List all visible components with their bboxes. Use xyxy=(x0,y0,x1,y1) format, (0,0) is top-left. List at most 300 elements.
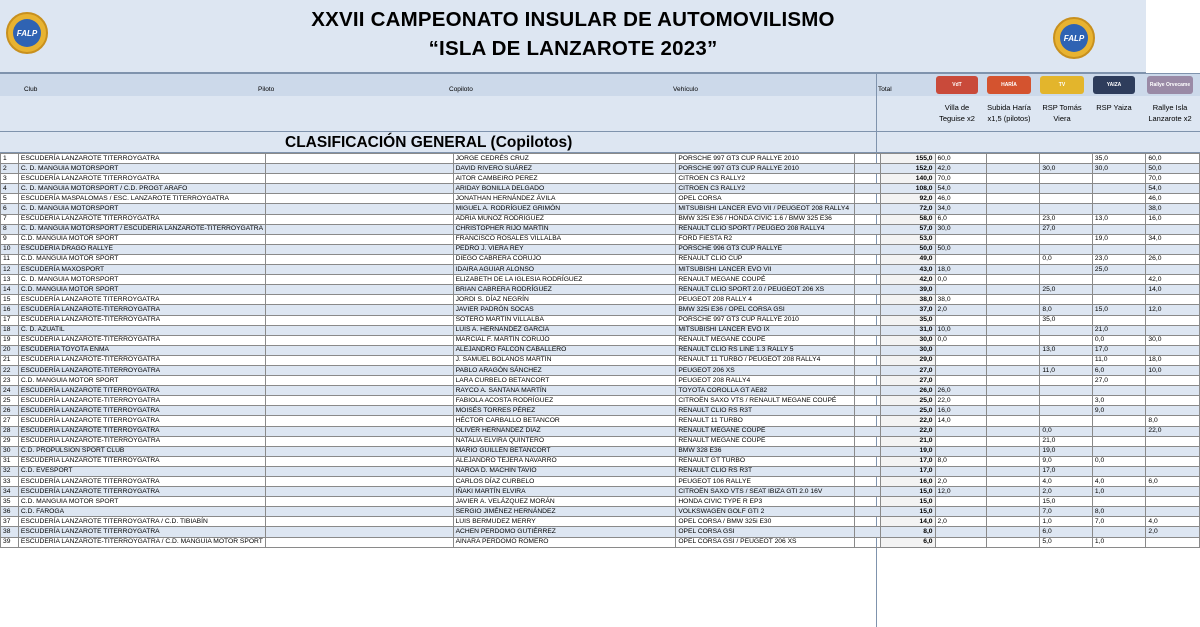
cell-subida-haria xyxy=(987,396,1040,406)
cell-rallye-isla-lanzarote xyxy=(1146,345,1200,355)
document-header xyxy=(0,0,1146,73)
cell-copiloto: RAYCO A. SANTANA MARTÍN xyxy=(453,386,676,396)
cell-position: 7 xyxy=(1,214,19,224)
cell-rallye-isla-lanzarote: 50,0 xyxy=(1146,164,1200,174)
cell-rsp-yaiza: 13,0 xyxy=(1092,214,1146,224)
table-row xyxy=(1,466,1200,476)
cell-subida-haria xyxy=(987,194,1040,204)
cell-rsp-tomas-viera xyxy=(1040,406,1093,416)
cell-vehiculo: MITSUBISHI LANCER EVO IX xyxy=(676,325,855,335)
cell-villa-teguise xyxy=(935,436,987,446)
cell-rsp-yaiza: 23,0 xyxy=(1092,254,1146,264)
cell-vehiculo: PEUGEOT 106 RALLYE xyxy=(676,477,855,487)
cell-vehiculo: PEUGEOT 206 XS xyxy=(676,365,855,375)
table-row xyxy=(1,184,1200,194)
cell-club: ESCUDERÍA LANZAROTE TITERROYGATRA xyxy=(18,426,265,436)
cell-total: 49,0 xyxy=(880,254,935,264)
cell-villa-teguise: 46,0 xyxy=(935,194,987,204)
cell-rallye-isla-lanzarote: 14,0 xyxy=(1146,285,1200,295)
cell-subida-haria xyxy=(987,376,1040,386)
cell-rsp-tomas-viera xyxy=(1040,244,1093,254)
cell-copiloto: ACHEN PERDOMO GUTIÉRREZ xyxy=(453,527,676,537)
cell-rsp-yaiza: 11,0 xyxy=(1092,355,1146,365)
cell-spacer xyxy=(855,184,881,194)
cell-piloto xyxy=(266,376,454,386)
cell-club: ESCUDERÍA LANZAROTE-TITERROYGATRA xyxy=(18,335,265,345)
cell-copiloto: ALEJANDRO TEJERA NAVARRO xyxy=(453,456,676,466)
cell-rsp-yaiza: 19,0 xyxy=(1092,234,1146,244)
cell-vehiculo: OPEL CORSA GSI xyxy=(676,527,855,537)
cell-subida-haria xyxy=(987,224,1040,234)
cell-villa-teguise: 42,0 xyxy=(935,164,987,174)
cell-copiloto: JAVIER A. VELÁZQUEZ MORÁN xyxy=(453,497,676,507)
cell-position: 17 xyxy=(1,315,19,325)
cell-club: ESCUDERÍA LANZAROTE TITERROYGATRA xyxy=(18,406,265,416)
cell-subida-haria xyxy=(987,265,1040,275)
event-names-row xyxy=(0,96,1200,132)
cell-villa-teguise xyxy=(935,537,987,547)
table-row xyxy=(1,487,1200,497)
cell-copiloto: IÑAKI MARTÍN ELVIRA xyxy=(453,487,676,497)
cell-spacer xyxy=(855,244,881,254)
cell-total: 19,0 xyxy=(880,446,935,456)
cell-total: 16,0 xyxy=(880,477,935,487)
cell-subida-haria xyxy=(987,204,1040,214)
cell-villa-teguise xyxy=(935,527,987,537)
cell-rallye-isla-lanzarote: 34,0 xyxy=(1146,234,1200,244)
cell-copiloto: LARA CURBELO BETANCORT xyxy=(453,376,676,386)
cell-vehiculo: RENAULT CLIO CUP xyxy=(676,254,855,264)
cell-total: 8,0 xyxy=(880,527,935,537)
title-line-1: XXVII CAMPEONATO INSULAR DE AUTOMOVILISMO xyxy=(311,8,835,31)
cell-rallye-isla-lanzarote: 30,0 xyxy=(1146,335,1200,345)
cell-total: 27,0 xyxy=(880,376,935,386)
cell-spacer xyxy=(855,154,881,164)
cell-subida-haria xyxy=(987,355,1040,365)
cell-villa-teguise: 50,0 xyxy=(935,244,987,254)
cell-piloto xyxy=(266,507,454,517)
table-row xyxy=(1,224,1200,234)
cell-spacer xyxy=(855,224,881,234)
cell-copiloto: ELIZABETH DE LA IGLESIA RODRÍGUEZ xyxy=(453,275,676,285)
cell-rsp-tomas-viera xyxy=(1040,416,1093,426)
cell-rsp-yaiza xyxy=(1092,184,1146,194)
cell-rallye-isla-lanzarote: 4,0 xyxy=(1146,517,1200,527)
cell-villa-teguise: 54,0 xyxy=(935,184,987,194)
cell-rsp-tomas-viera: 27,0 xyxy=(1040,224,1093,234)
cell-vehiculo: PEUGEOT 208 RALLY 4 xyxy=(676,295,855,305)
cell-piloto xyxy=(266,456,454,466)
cell-rsp-yaiza xyxy=(1092,295,1146,305)
cell-rsp-tomas-viera xyxy=(1040,355,1093,365)
cell-rsp-tomas-viera: 1,0 xyxy=(1040,517,1093,527)
cell-subida-haria xyxy=(987,446,1040,456)
cell-position: 33 xyxy=(1,477,19,487)
cell-copiloto: HÉCTOR CARBALLO BETANCOR xyxy=(453,416,676,426)
cell-copiloto: DAVID RIVERO SUÁREZ xyxy=(453,164,676,174)
cell-rallye-isla-lanzarote xyxy=(1146,446,1200,456)
cell-total: 155,0 xyxy=(880,154,935,164)
cell-rsp-tomas-viera xyxy=(1040,396,1093,406)
cell-spacer xyxy=(855,275,881,285)
cell-position: 31 xyxy=(1,456,19,466)
cell-rallye-isla-lanzarote xyxy=(1146,295,1200,305)
cell-total: 17,0 xyxy=(880,456,935,466)
cell-total: 17,0 xyxy=(880,466,935,476)
table-row xyxy=(1,396,1200,406)
cell-position: 4 xyxy=(1,184,19,194)
cell-subida-haria xyxy=(987,507,1040,517)
table-row xyxy=(1,416,1200,426)
cell-vehiculo: TOYOTA COROLLA GT AE82 xyxy=(676,386,855,396)
table-row xyxy=(1,275,1200,285)
cell-villa-teguise: 18,0 xyxy=(935,265,987,275)
cell-villa-teguise: 12,0 xyxy=(935,487,987,497)
cell-position: 2 xyxy=(1,164,19,174)
cell-villa-teguise xyxy=(935,345,987,355)
cell-subida-haria xyxy=(987,305,1040,315)
cell-club: ESCUDERÍA LANZAROTE TITERROYGATRA xyxy=(18,174,265,184)
cell-rsp-tomas-viera: 17,0 xyxy=(1040,466,1093,476)
cell-copiloto: MARIO GUILLÉN BETANCORT xyxy=(453,446,676,456)
cell-total: 57,0 xyxy=(880,224,935,234)
cell-rsp-tomas-viera: 25,0 xyxy=(1040,285,1093,295)
cell-vehiculo: PORSCHE 997 GT3 CUP RALLYE 2010 xyxy=(676,164,855,174)
cell-position: 11 xyxy=(1,254,19,264)
cell-vehiculo: PORSCHE 997 GT3 CUP RALLYE 2010 xyxy=(676,315,855,325)
cell-subida-haria xyxy=(987,497,1040,507)
cell-total: 152,0 xyxy=(880,164,935,174)
cell-spacer xyxy=(855,446,881,456)
cell-spacer xyxy=(855,254,881,264)
cell-club: C. D. MANGUIA MOTORSPORT xyxy=(18,275,265,285)
cell-subida-haria xyxy=(987,184,1040,194)
cell-copiloto: JORGE CEDRÉS CRUZ xyxy=(453,154,676,164)
col-piloto: Piloto xyxy=(258,86,275,93)
cell-rsp-yaiza: 8,0 xyxy=(1092,507,1146,517)
cell-subida-haria xyxy=(987,406,1040,416)
cell-rallye-isla-lanzarote: 8,0 xyxy=(1146,416,1200,426)
cell-spacer xyxy=(855,174,881,184)
cell-club: ESCUDERÍA DRAGO RALLYE xyxy=(18,244,265,254)
table-row xyxy=(1,376,1200,386)
cell-rsp-tomas-viera xyxy=(1040,184,1093,194)
cell-piloto xyxy=(266,416,454,426)
event-name: RSP Yaiza xyxy=(1096,103,1132,112)
cell-position: 32 xyxy=(1,466,19,476)
table-row xyxy=(1,335,1200,345)
cell-vehiculo: OPEL CORSA xyxy=(676,194,855,204)
cell-rallye-isla-lanzarote xyxy=(1146,436,1200,446)
cell-club: C.D. PROPULSIÓN SPORT CLUB xyxy=(18,446,265,456)
cell-total: 22,0 xyxy=(880,426,935,436)
cell-vehiculo: RENAULT MEGANE COUPÉ xyxy=(676,436,855,446)
cell-copiloto: PABLO ARAGÓN SÁNCHEZ xyxy=(453,365,676,375)
cell-total: 14,0 xyxy=(880,517,935,527)
cell-piloto xyxy=(266,184,454,194)
cell-copiloto: BRIAN CABRERA RODRÍGUEZ xyxy=(453,285,676,295)
cell-subida-haria xyxy=(987,537,1040,547)
cell-rsp-tomas-viera: 9,0 xyxy=(1040,456,1093,466)
cell-rsp-tomas-viera: 19,0 xyxy=(1040,446,1093,456)
cell-spacer xyxy=(855,487,881,497)
cell-piloto xyxy=(266,305,454,315)
cell-spacer xyxy=(855,305,881,315)
cell-copiloto: ADRIA MUÑOZ RODRÍGUEZ xyxy=(453,214,676,224)
cell-club: ESCUDERÍA TOYOTA ENMA xyxy=(18,345,265,355)
cell-spacer xyxy=(855,285,881,295)
cell-spacer xyxy=(855,204,881,214)
cell-villa-teguise: 14,0 xyxy=(935,416,987,426)
cell-rsp-yaiza xyxy=(1092,426,1146,436)
cell-rallye-isla-lanzarote: 46,0 xyxy=(1146,194,1200,204)
cell-rsp-yaiza xyxy=(1092,386,1146,396)
cell-copiloto: MOISÉS TORRES PÉREZ xyxy=(453,406,676,416)
cell-total: 25,0 xyxy=(880,406,935,416)
cell-spacer xyxy=(855,497,881,507)
cell-rallye-isla-lanzarote: 42,0 xyxy=(1146,275,1200,285)
cell-rallye-isla-lanzarote xyxy=(1146,244,1200,254)
cell-rsp-tomas-viera: 0,0 xyxy=(1040,254,1093,264)
cell-piloto xyxy=(266,517,454,527)
cell-rsp-yaiza xyxy=(1092,224,1146,234)
cell-rallye-isla-lanzarote: 26,0 xyxy=(1146,254,1200,264)
cell-position: 38 xyxy=(1,527,19,537)
cell-subida-haria xyxy=(987,436,1040,446)
col-total: Total xyxy=(878,86,892,93)
table-row xyxy=(1,365,1200,375)
cell-rallye-isla-lanzarote: 22,0 xyxy=(1146,426,1200,436)
cell-copiloto: SOTERO MARTÍN VILLALBA xyxy=(453,315,676,325)
cell-villa-teguise xyxy=(935,315,987,325)
cell-spacer xyxy=(855,194,881,204)
cell-rsp-tomas-viera: 2,0 xyxy=(1040,487,1093,497)
cell-club: ESCUDERÍA LANZAROTE TITERROYGATRA xyxy=(18,416,265,426)
cell-rsp-yaiza: 21,0 xyxy=(1092,325,1146,335)
cell-vehiculo: RENAULT GT TURBO xyxy=(676,456,855,466)
cell-subida-haria xyxy=(987,335,1040,345)
cell-rsp-yaiza: 0,0 xyxy=(1092,335,1146,345)
event-logo: YAIZA xyxy=(1093,76,1135,94)
cell-rsp-tomas-viera: 35,0 xyxy=(1040,315,1093,325)
cell-total: 37,0 xyxy=(880,305,935,315)
event-name: Subida Haría x1,5 (pilotos) xyxy=(987,103,1031,123)
cell-villa-teguise xyxy=(935,446,987,456)
cell-piloto xyxy=(266,325,454,335)
cell-rsp-yaiza xyxy=(1092,466,1146,476)
cell-copiloto: CHRISTOPHER RIJO MARTÍN xyxy=(453,224,676,234)
cell-piloto xyxy=(266,365,454,375)
cell-rallye-isla-lanzarote xyxy=(1146,265,1200,275)
cell-copiloto: MARCIAL F. MARTÍN CORUJO xyxy=(453,335,676,345)
cell-club: C.D. MANGUIA MOTOR SPORT xyxy=(18,285,265,295)
cell-piloto xyxy=(266,426,454,436)
cell-copiloto: PEDRO J. VIERA REY xyxy=(453,244,676,254)
cell-piloto xyxy=(266,234,454,244)
cell-position: 3 xyxy=(1,174,19,184)
cell-villa-teguise: 30,0 xyxy=(935,224,987,234)
cell-position: 21 xyxy=(1,355,19,365)
cell-rallye-isla-lanzarote xyxy=(1146,466,1200,476)
table-row xyxy=(1,204,1200,214)
cell-copiloto: J. SAMUEL BOLAÑOS MARTÍN xyxy=(453,355,676,365)
cell-total: 92,0 xyxy=(880,194,935,204)
table-row xyxy=(1,477,1200,487)
cell-subida-haria xyxy=(987,345,1040,355)
cell-position: 35 xyxy=(1,497,19,507)
cell-spacer xyxy=(855,345,881,355)
table-row xyxy=(1,265,1200,275)
section-title: CLASIFICACIÓN GENERAL (Copilotos) xyxy=(285,134,573,151)
cell-position: 36 xyxy=(1,507,19,517)
cell-club: C.D. FAROGA xyxy=(18,507,265,517)
cell-club: ESCUDERÍA MAXOSPORT xyxy=(18,265,265,275)
cell-subida-haria xyxy=(987,517,1040,527)
table-row xyxy=(1,154,1200,164)
event-logo: TV xyxy=(1040,76,1084,94)
cell-villa-teguise: 0,0 xyxy=(935,275,987,285)
cell-rallye-isla-lanzarote: 38,0 xyxy=(1146,204,1200,214)
cell-villa-teguise xyxy=(935,365,987,375)
cell-vehiculo: CITROËN SAXO VTS / RENAULT MEGANE COUPÉ xyxy=(676,396,855,406)
cell-club: C.D. MANGUIA MOTOR SPORT xyxy=(18,254,265,264)
cell-rsp-tomas-viera: 11,0 xyxy=(1040,365,1093,375)
cell-subida-haria xyxy=(987,164,1040,174)
cell-total: 50,0 xyxy=(880,244,935,254)
cell-subida-haria xyxy=(987,456,1040,466)
cell-rsp-tomas-viera xyxy=(1040,174,1093,184)
cell-villa-teguise: 22,0 xyxy=(935,396,987,406)
cell-total: 22,0 xyxy=(880,416,935,426)
cell-total: 25,0 xyxy=(880,396,935,406)
table-row xyxy=(1,436,1200,446)
cell-rsp-tomas-viera xyxy=(1040,275,1093,285)
cell-rsp-tomas-viera xyxy=(1040,234,1093,244)
table-row xyxy=(1,497,1200,507)
cell-vehiculo: CITROEN C3 RALLY2 xyxy=(676,174,855,184)
cell-copiloto: ALEJANDRO FALCÓN CABALLERO xyxy=(453,345,676,355)
cell-rsp-tomas-viera: 23,0 xyxy=(1040,214,1093,224)
cell-spacer xyxy=(855,507,881,517)
cell-spacer xyxy=(855,295,881,305)
cell-subida-haria xyxy=(987,214,1040,224)
cell-rsp-yaiza: 4,0 xyxy=(1092,477,1146,487)
table-row xyxy=(1,386,1200,396)
cell-rsp-yaiza xyxy=(1092,275,1146,285)
cell-copiloto: CARLOS DÍAZ CURBELO xyxy=(453,477,676,487)
cell-rsp-yaiza xyxy=(1092,416,1146,426)
cell-rsp-tomas-viera: 4,0 xyxy=(1040,477,1093,487)
cell-piloto xyxy=(266,315,454,325)
cell-position: 15 xyxy=(1,295,19,305)
cell-villa-teguise xyxy=(935,234,987,244)
cell-club: ESCUDERÍA LANZAROTE TITERROYGATRA xyxy=(18,456,265,466)
cell-club: ESCUDERÍA LANZAROTE TITERROYGATRA xyxy=(18,527,265,537)
cell-subida-haria xyxy=(987,275,1040,285)
cell-spacer xyxy=(855,456,881,466)
cell-vehiculo: BMW 325i E36 / OPEL CORSA GSI xyxy=(676,305,855,315)
falp-logo-right xyxy=(1053,17,1095,59)
cell-piloto xyxy=(266,355,454,365)
cell-rsp-yaiza: 30,0 xyxy=(1092,164,1146,174)
cell-position: 16 xyxy=(1,305,19,315)
cell-spacer xyxy=(855,164,881,174)
cell-club: ESCUDERÍA LANZAROTE-TITERROYGATRA xyxy=(18,355,265,365)
cell-club: C.D. MANGUIA MOTOR SPORT xyxy=(18,234,265,244)
cell-rsp-yaiza: 7,0 xyxy=(1092,517,1146,527)
cell-total: 53,0 xyxy=(880,234,935,244)
cell-subida-haria xyxy=(987,154,1040,164)
cell-rsp-tomas-viera xyxy=(1040,325,1093,335)
cell-rsp-yaiza xyxy=(1092,527,1146,537)
cell-subida-haria xyxy=(987,487,1040,497)
cell-club: ESCUDERÍA LANZAROTE-TITERROYGATRA xyxy=(18,315,265,325)
cell-total: 15,0 xyxy=(880,497,935,507)
cell-villa-teguise: 10,0 xyxy=(935,325,987,335)
cell-total: 140,0 xyxy=(880,174,935,184)
cell-rallye-isla-lanzarote xyxy=(1146,396,1200,406)
cell-position: 27 xyxy=(1,416,19,426)
section-header xyxy=(0,132,1200,153)
cell-subida-haria xyxy=(987,477,1040,487)
cell-club: ESCUDERÍA LANZAROTE TITERROYGATRA xyxy=(18,477,265,487)
event-name: Villa de Teguise x2 xyxy=(939,103,975,123)
table-row xyxy=(1,446,1200,456)
cell-spacer xyxy=(855,406,881,416)
cell-total: 38,0 xyxy=(880,295,935,305)
cell-position: 28 xyxy=(1,426,19,436)
cell-vehiculo: RENAULT CLIO RS LINE 1.3 RALLY 5 xyxy=(676,345,855,355)
cell-rsp-yaiza xyxy=(1092,497,1146,507)
table-row xyxy=(1,507,1200,517)
table-row xyxy=(1,164,1200,174)
cell-subida-haria xyxy=(987,174,1040,184)
cell-rsp-tomas-viera xyxy=(1040,386,1093,396)
cell-rallye-isla-lanzarote xyxy=(1146,537,1200,547)
cell-rsp-yaiza xyxy=(1092,446,1146,456)
cell-villa-teguise xyxy=(935,466,987,476)
cell-rallye-isla-lanzarote xyxy=(1146,386,1200,396)
table-row xyxy=(1,295,1200,305)
cell-position: 34 xyxy=(1,487,19,497)
cell-subida-haria xyxy=(987,295,1040,305)
cell-vehiculo: RENAULT CLIO RS R3T xyxy=(676,466,855,476)
cell-club: ESCUDERÍA LANZAROTE-TITERROYGATRA xyxy=(18,365,265,375)
cell-villa-teguise: 70,0 xyxy=(935,174,987,184)
cell-villa-teguise: 2,0 xyxy=(935,305,987,315)
cell-spacer xyxy=(855,477,881,487)
cell-rsp-tomas-viera xyxy=(1040,376,1093,386)
cell-club: C. D. MANGUIA MOTORSPORT xyxy=(18,204,265,214)
cell-club: ESCUDERÍA LANZAROTE-TITERROYGATRA / C.D. MANGUIA MOTOR SPORT xyxy=(18,537,265,547)
cell-vehiculo: RENAULT MEGANE COUPÉ xyxy=(676,275,855,285)
cell-villa-teguise xyxy=(935,285,987,295)
cell-villa-teguise xyxy=(935,254,987,264)
table-row xyxy=(1,537,1200,547)
table-row xyxy=(1,517,1200,527)
cell-rsp-yaiza: 1,0 xyxy=(1092,487,1146,497)
cell-position: 22 xyxy=(1,365,19,375)
cell-copiloto: AITOR CAMBEIRO PEREZ xyxy=(453,174,676,184)
cell-spacer xyxy=(855,517,881,527)
cell-rallye-isla-lanzarote: 12,0 xyxy=(1146,305,1200,315)
cell-total: 6,0 xyxy=(880,537,935,547)
cell-total: 15,0 xyxy=(880,487,935,497)
cell-position: 6 xyxy=(1,204,19,214)
cell-spacer xyxy=(855,265,881,275)
col-vehiculo: Vehículo xyxy=(673,86,698,93)
cell-rsp-yaiza: 25,0 xyxy=(1092,265,1146,275)
